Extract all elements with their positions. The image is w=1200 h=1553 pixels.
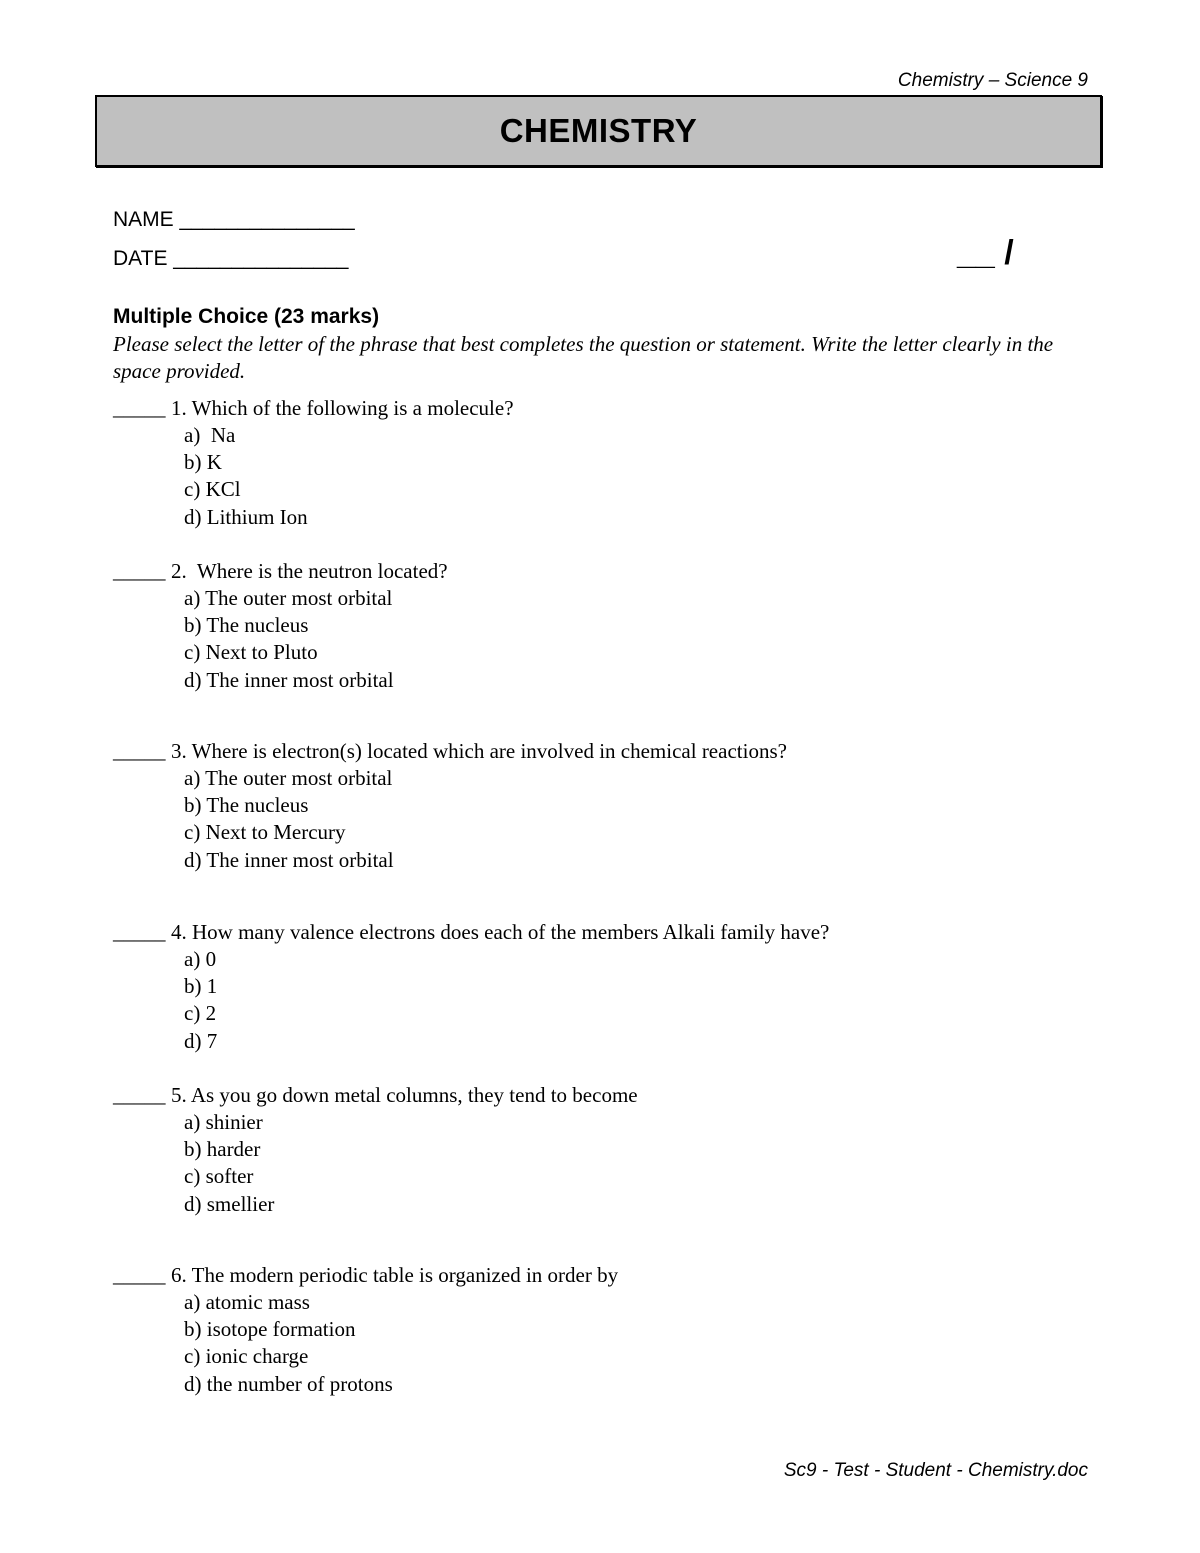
option-list <box>184 422 1073 531</box>
option-a: a) The outer most orbital <box>184 586 393 610</box>
option-list <box>184 765 1073 874</box>
question-stem: 4. How many valence electrons does each of the members Alkali family have? <box>171 920 830 944</box>
question-stem: 3. Where is electron(s) located which are involved in chemical reactions? <box>171 739 787 763</box>
name-field: NAME _______________ <box>113 208 355 231</box>
option-c: c) softer <box>184 1164 254 1189</box>
option-list <box>184 1109 1073 1218</box>
question-stem: 6. The modern periodic table is organized in order by <box>171 1263 619 1287</box>
option-list <box>184 585 1073 694</box>
option-list <box>184 1289 1073 1398</box>
answer-blank: _____ <box>113 920 166 944</box>
question-2 <box>113 558 1073 694</box>
option-a: a) 0 <box>184 947 217 971</box>
title-banner <box>95 95 1102 167</box>
option-d: d) 7 <box>184 1028 218 1053</box>
option-a: a) shinier <box>184 1110 263 1134</box>
option-b: b) isotope formation <box>184 1317 356 1342</box>
answer-blank: _____ <box>113 1263 166 1287</box>
option-d: d) the number of protons <box>184 1371 393 1396</box>
option-d: d) Lithium Ion <box>184 504 308 529</box>
question-1 <box>113 395 1073 531</box>
option-b: b) 1 <box>184 974 218 999</box>
score-blank: __ / <box>957 234 1014 272</box>
section-multiple-choice <box>113 303 1073 385</box>
answer-blank: _____ <box>113 559 166 583</box>
question-stem: 5. As you go down metal columns, they tend to become <box>171 1083 638 1107</box>
section-instructions: Please select the letter of the phrase that best completes the question or statement. Write the letter clearly in the space provided. <box>113 332 1054 383</box>
footer-filename: Sc9 - Test - Student - Chemistry.doc <box>783 1460 1088 1481</box>
section-title: Multiple Choice (23 marks) <box>113 305 380 328</box>
question-3 <box>113 738 1073 874</box>
option-b: b) The nucleus <box>184 793 309 818</box>
option-a: a) atomic mass <box>184 1290 310 1314</box>
question-stem: 2. Where is the neutron located? <box>171 559 448 583</box>
answer-blank: _____ <box>113 739 166 763</box>
answer-blank: _____ <box>113 1083 166 1107</box>
option-c: c) Next to Pluto <box>184 640 318 665</box>
date-field: DATE _______________ <box>113 247 349 270</box>
option-a: a) The outer most orbital <box>184 766 393 790</box>
answer-blank: _____ <box>113 396 166 420</box>
running-header: Chemistry – Science 9 <box>897 70 1088 91</box>
option-d: d) The inner most orbital <box>184 667 394 692</box>
option-b: b) The nucleus <box>184 613 309 638</box>
option-c: c) 2 <box>184 1001 217 1026</box>
option-d: d) smellier <box>184 1191 275 1216</box>
option-c: c) ionic charge <box>184 1344 309 1369</box>
question-stem: 1. Which of the following is a molecule? <box>171 396 514 420</box>
option-b: b) K <box>184 450 222 475</box>
option-d: d) The inner most orbital <box>184 847 394 872</box>
option-c: c) Next to Mercury <box>184 820 346 845</box>
option-a: a) Na <box>184 423 236 447</box>
option-c: c) KCl <box>184 477 241 502</box>
question-5 <box>113 1082 1073 1218</box>
page-title: CHEMISTRY <box>499 112 698 149</box>
option-list <box>184 946 1073 1055</box>
option-b: b) harder <box>184 1137 261 1162</box>
question-6 <box>113 1262 1073 1398</box>
question-4 <box>113 919 1073 1055</box>
